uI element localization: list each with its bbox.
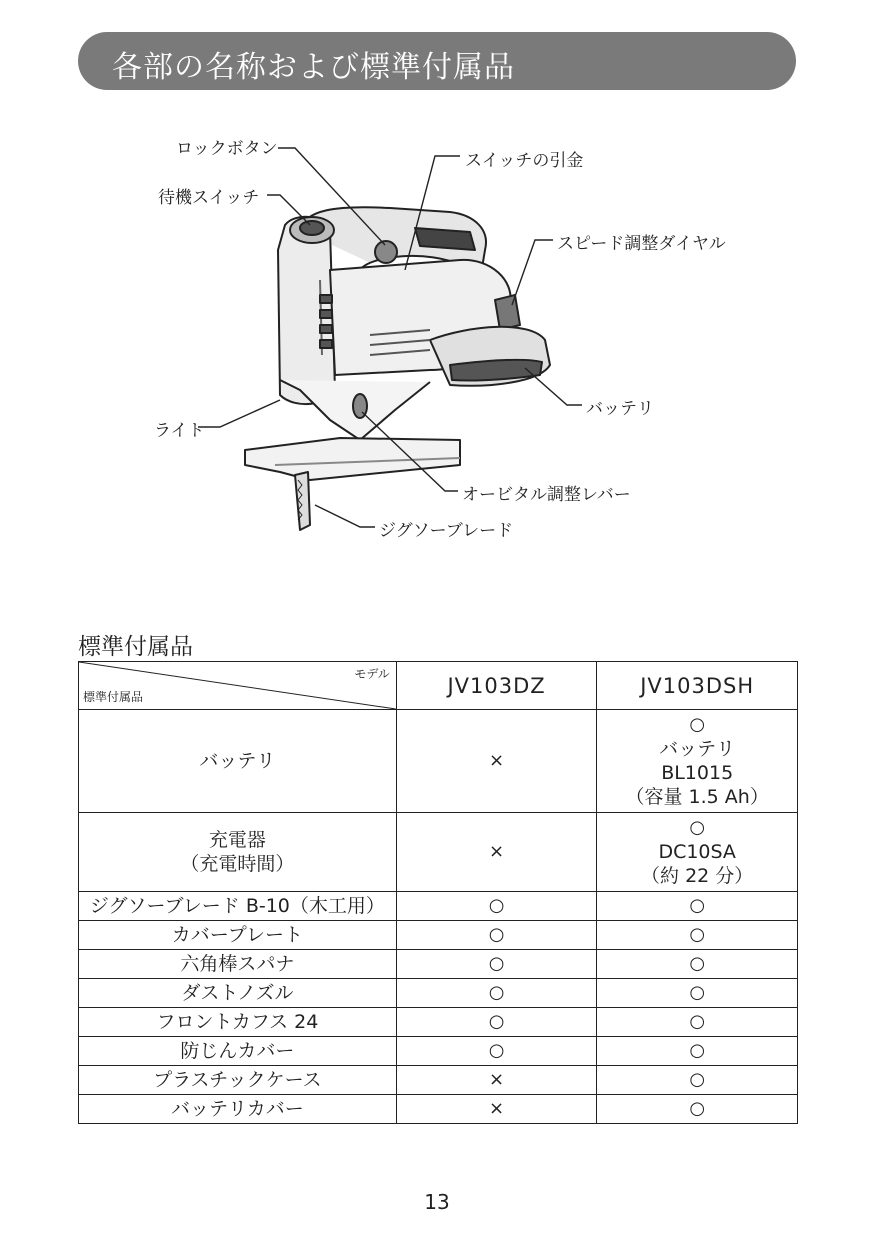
dz-value: ○ [396, 921, 597, 950]
label-lock-button: ロックボタン [176, 139, 278, 159]
label-blade: ジグソーブレード [379, 521, 514, 541]
blade-shape [295, 472, 310, 530]
label-speed-dial: スピード調整ダイヤル [557, 234, 726, 254]
jigsaw-diagram [130, 120, 750, 560]
label-trigger: スイッチの引金 [465, 151, 584, 171]
dsh-value: ○ [597, 1066, 798, 1095]
dz-value: ○ [396, 1037, 597, 1066]
table-row [79, 1008, 798, 1037]
page-number: 13 [424, 1190, 450, 1214]
item-name: カバープレート [79, 921, 397, 950]
dz-value: ○ [396, 950, 597, 979]
dsh-value: ○ バッテリ BL1015 （容量 1.5 Ah） [597, 710, 798, 813]
item-name: ダストノズル [79, 979, 397, 1008]
model-header-dsh: JV103DSH [597, 662, 798, 710]
label-light: ライト [154, 421, 205, 441]
item-name: プラスチックケース [79, 1066, 397, 1095]
dsh-value: ○ DC10SA （約 22 分） [597, 813, 798, 892]
table-row [79, 892, 798, 921]
table-row [79, 710, 798, 813]
accessories-heading: 標準付属品 [78, 634, 193, 660]
item-name: ジグソーブレード B-10（木工用） [79, 892, 397, 921]
dz-value: ○ [396, 892, 597, 921]
table-row [79, 1095, 798, 1124]
table-row [79, 1066, 798, 1095]
model-header-dz: JV103DZ [396, 662, 597, 710]
table-row [79, 979, 798, 1008]
label-orbital-lever: オービタル調整レバー [462, 485, 631, 505]
accessories-table [78, 661, 798, 1124]
table-header-row [79, 662, 798, 710]
item-name: 充電器 （充電時間） [79, 813, 397, 892]
item-name: 六角棒スパナ [79, 950, 397, 979]
dsh-value: ○ [597, 950, 798, 979]
table-row [79, 813, 798, 892]
table-row [79, 921, 798, 950]
dz-value: × [396, 1095, 597, 1124]
label-standby-switch: 待機スイッチ [158, 188, 260, 208]
dsh-value: ○ [597, 1037, 798, 1066]
dz-value: ○ [396, 979, 597, 1008]
dsh-value: ○ [597, 921, 798, 950]
label-battery: バッテリ [586, 399, 654, 419]
dsh-value: ○ [597, 892, 798, 921]
header-corner-cell [79, 662, 397, 710]
item-name: 防じんカバー [79, 1037, 397, 1066]
section-banner [78, 32, 796, 90]
dz-value: ○ [396, 1008, 597, 1037]
corner-model-label: モデル [354, 667, 390, 681]
dsh-value: ○ [597, 1095, 798, 1124]
dsh-value: ○ [597, 979, 798, 1008]
item-name: フロントカフス 24 [79, 1008, 397, 1037]
item-name: バッテリ [79, 710, 397, 813]
dz-value: × [396, 813, 597, 892]
dz-value: × [396, 1066, 597, 1095]
dz-value: × [396, 710, 597, 813]
corner-item-label: 標準付属品 [83, 690, 144, 704]
table-row [79, 1037, 798, 1066]
page-title: 各部の名称および標準付属品 [112, 50, 515, 85]
dsh-value: ○ [597, 1008, 798, 1037]
table-row [79, 950, 798, 979]
item-name: バッテリカバー [79, 1095, 397, 1124]
